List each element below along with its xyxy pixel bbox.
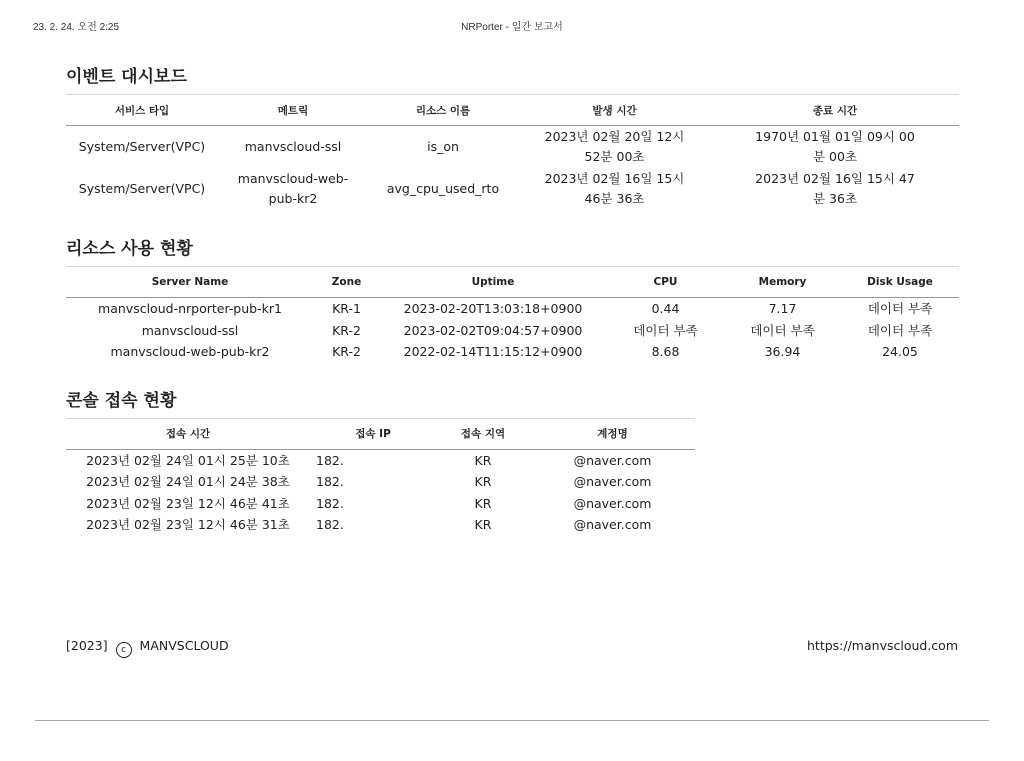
console-header-row [66, 418, 695, 449]
copyright-icon: c [116, 642, 132, 658]
column-header: 서비스 타입 [66, 95, 218, 126]
access-region-cell: KR [474, 474, 492, 490]
table-row [66, 514, 695, 536]
column-header: 종료 시간 [711, 95, 959, 126]
footer [66, 636, 958, 656]
access-time-cell: 2023년 02월 23일 12시 46분 41초 [86, 495, 290, 511]
access-ip-cell: 182. [316, 474, 344, 490]
disk-usage-cell: 24.05 [882, 344, 918, 360]
page-divider [35, 720, 989, 721]
access-time-cell: 2023년 02월 24일 01시 24분 38초 [86, 474, 290, 490]
cpu-cell: 데이터 부족 [633, 322, 698, 338]
access-ip-cell: 182. [316, 495, 344, 511]
cpu-cell: 8.68 [651, 344, 680, 360]
events-header-row [66, 95, 959, 126]
column-header: 계정명 [530, 418, 695, 449]
memory-cell: 7.17 [768, 301, 797, 317]
access-region-cell: KR [474, 495, 492, 511]
metric-cell: manvscloud-ssl [244, 139, 342, 154]
resource-name-cell: is_on [427, 139, 459, 154]
table-row [66, 298, 959, 320]
column-header: 리소스 이름 [368, 95, 518, 126]
uptime-cell: 2023-02-20T13:03:18+0900 [403, 301, 583, 317]
column-header: CPU [607, 267, 724, 298]
table-row [66, 449, 695, 471]
column-header: Disk Usage [841, 267, 959, 298]
service-type-cell: System/Server(VPC) [78, 139, 206, 154]
start-time-cell: 2023년 02월 16일 15시 46분 36초 [544, 171, 685, 206]
print-date: 23. 2. 24. 오전 2:25 [33, 22, 120, 33]
site-url: https://manvscloud.com [807, 638, 958, 653]
print-title: NRPorter - 일간 보고서 [461, 22, 563, 33]
copyright-brand: MANVSCLOUD [139, 638, 229, 653]
events-table [66, 94, 959, 210]
column-header: Uptime [379, 267, 607, 298]
table-row [66, 341, 959, 363]
print-header [33, 18, 991, 32]
zone-cell: KR-1 [332, 301, 361, 317]
usage-header-row [66, 267, 959, 298]
zone-cell: KR-2 [332, 322, 361, 338]
events-section-title: 이벤트 대시보드 [66, 67, 187, 87]
table-row [66, 126, 959, 169]
table-row [66, 168, 959, 210]
column-header: Server Name [66, 267, 314, 298]
usage-table [66, 266, 959, 363]
column-header: Zone [314, 267, 379, 298]
column-header: 접속 지역 [436, 418, 530, 449]
account-name-cell: @naver.com [573, 474, 652, 490]
column-header: 접속 시간 [66, 418, 310, 449]
account-name-cell: @naver.com [573, 517, 652, 533]
access-time-cell: 2023년 02월 23일 12시 46분 31초 [86, 517, 290, 533]
table-row [66, 320, 959, 342]
account-name-cell: @naver.com [573, 495, 652, 511]
start-time-cell: 2023년 02월 20일 12시 52분 00초 [544, 129, 685, 164]
console-section-title: 콘솔 접속 현황 [66, 390, 177, 411]
access-region-cell: KR [474, 517, 492, 533]
uptime-cell: 2023-02-02T09:04:57+0900 [403, 322, 583, 338]
usage-section-title: 리소스 사용 현황 [66, 239, 193, 259]
report-content [66, 64, 959, 536]
server-name-cell: manvscloud-ssl [141, 322, 239, 338]
disk-usage-cell: 데이터 부족 [867, 301, 933, 317]
service-type-cell: System/Server(VPC) [78, 181, 206, 196]
memory-cell: 36.94 [764, 344, 801, 360]
copyright-year: [2023] [66, 638, 108, 653]
uptime-cell: 2022-02-14T11:15:12+0900 [403, 344, 583, 360]
resource-name-cell: avg_cpu_used_rto [386, 181, 500, 196]
disk-usage-cell: 데이터 부족 [867, 322, 933, 338]
access-ip-cell: 182. [316, 517, 344, 533]
access-region-cell: KR [474, 452, 492, 468]
end-time-cell: 1970년 01월 01일 09시 00분 00초 [755, 129, 915, 164]
column-header: Memory [724, 267, 841, 298]
account-name-cell: @naver.com [573, 452, 652, 468]
access-ip-cell: 182. [316, 452, 344, 468]
server-name-cell: manvscloud-nrporter-pub-kr1 [98, 301, 282, 317]
table-row [66, 471, 695, 493]
memory-cell: 데이터 부족 [750, 322, 815, 338]
metric-cell: manvscloud-web-pub-kr2 [237, 171, 349, 206]
server-name-cell: manvscloud-web-pub-kr2 [110, 344, 270, 360]
end-time-cell: 2023년 02월 16일 15시 47분 36초 [755, 171, 915, 206]
cpu-cell: 0.44 [651, 301, 680, 317]
zone-cell: KR-2 [332, 344, 361, 360]
access-time-cell: 2023년 02월 24일 01시 25분 10초 [86, 452, 290, 468]
column-header: 접속 IP [310, 418, 436, 449]
column-header: 메트릭 [218, 95, 368, 126]
console-table [66, 418, 695, 536]
copyright-notice [66, 636, 229, 658]
table-row [66, 493, 695, 515]
column-header: 발생 시간 [518, 95, 711, 126]
